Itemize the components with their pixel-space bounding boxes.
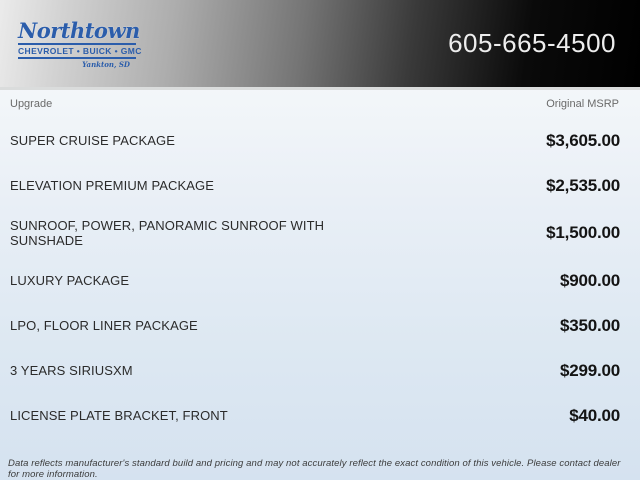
dealer-header-banner [0, 0, 640, 90]
upgrade-label: SUNROOF, POWER, PANORAMIC SUNROOF WITH SUNSHADE [10, 218, 325, 248]
upgrade-price: $299.00 [559, 360, 620, 380]
upgrade-price: $350.00 [559, 315, 620, 335]
table-row [0, 258, 640, 303]
upgrade-pricing-table [0, 90, 640, 453]
upgrade-label: ELEVATION PREMIUM PACKAGE [10, 178, 215, 193]
dealer-phone-number: 605-665-4500 [448, 28, 616, 58]
table-row [0, 208, 640, 258]
table-row [0, 393, 640, 438]
table-row [0, 163, 640, 208]
table-row [0, 348, 640, 393]
upgrade-label: SUPER CRUISE PACKAGE [10, 133, 176, 148]
column-header-upgrade: Upgrade [10, 98, 53, 110]
table-header-row [0, 90, 640, 118]
table-row [0, 118, 640, 163]
dealer-logo-name: Northtown [18, 18, 140, 43]
upgrade-label: LPO, FLOOR LINER PACKAGE [10, 318, 198, 333]
dealer-logo [18, 18, 142, 69]
upgrade-price: $1,500.00 [546, 223, 620, 242]
upgrade-price: $2,535.00 [546, 175, 620, 195]
upgrade-price: $900.00 [559, 270, 620, 290]
upgrade-label: 3 YEARS SIRIUSXM [10, 363, 133, 378]
upgrade-label: LUXURY PACKAGE [10, 273, 130, 288]
disclaimer-footer [0, 453, 640, 480]
upgrade-price: $3,605.00 [546, 130, 620, 150]
dealer-logo-location: Yankton, SD [82, 60, 130, 69]
disclaimer-text: Data reflects manufacturer's standard build and pricing and may not accurately reflect the exact condition of this vehicle. Please contact dealer for more information. [8, 458, 621, 480]
dealer-logo-brands: CHEVROLET • BUICK • GMC [18, 43, 136, 59]
upgrade-label: LICENSE PLATE BRACKET, FRONT [10, 408, 228, 423]
table-row [0, 303, 640, 348]
column-header-original-msrp: Original MSRP [546, 98, 619, 110]
upgrade-price: $40.00 [569, 405, 620, 425]
